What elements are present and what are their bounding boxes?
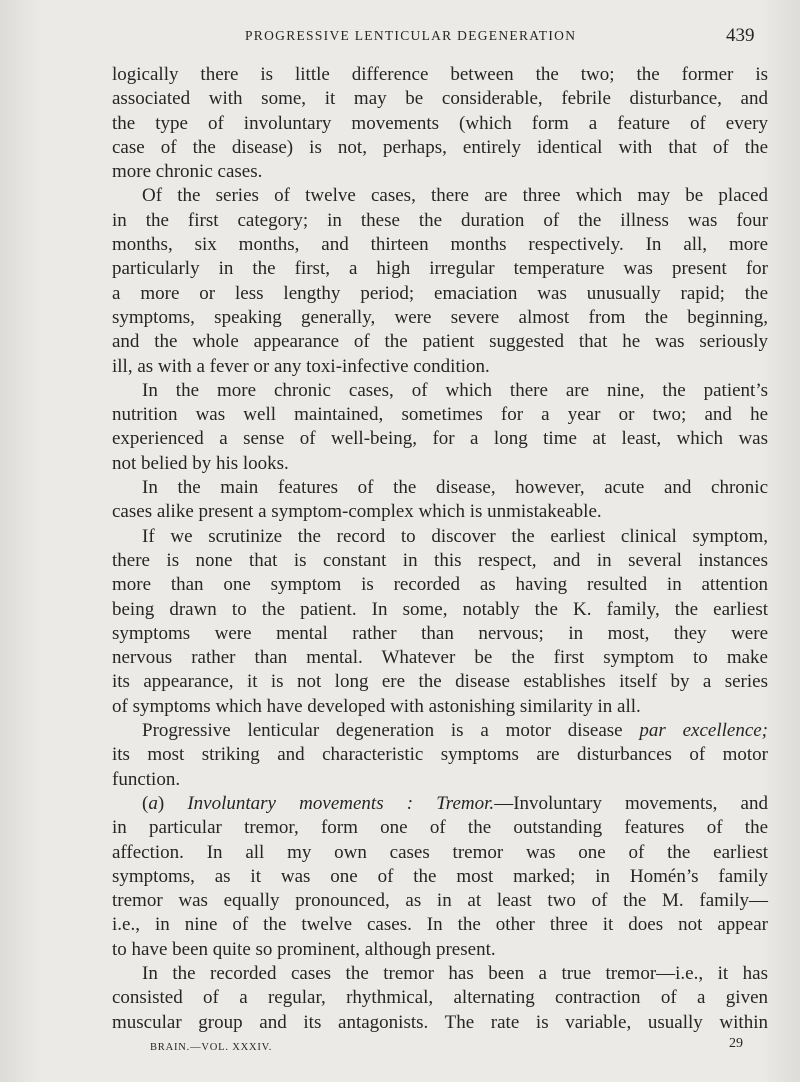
text-line [112, 403, 768, 427]
text-line [112, 865, 768, 889]
line-text: nervous rather than mental. Whatever be the first symptom to make [112, 647, 768, 669]
text-line [112, 622, 768, 646]
line-text: consisted of a regular, rhythmical, alternating contraction of a given [112, 987, 768, 1009]
line-text: i.e., in nine of the twelve cases. In the other three it does not appear [112, 914, 768, 936]
text-line [112, 962, 768, 986]
running-head: PROGRESSIVE LENTICULAR DEGENERATION [245, 28, 577, 43]
line-text: nutrition was well maintained, sometimes for a year or two; and he [112, 404, 768, 426]
line-text: logically there is little difference between the two; the former is [112, 64, 768, 85]
line-text: in particular tremor, form one of the outstanding features of the [112, 817, 768, 839]
line-text: affection. In all my own cases tremor was one of the earliest [112, 841, 768, 863]
text-line [112, 1011, 768, 1035]
line-text: In the recorded cases the tremor has been a true tremor—i.e., it has [142, 962, 768, 984]
text-line [112, 670, 768, 694]
line-text: experienced a sense of well-being, for a long time at least, which was [112, 428, 768, 450]
text-line [112, 257, 768, 281]
line-text: more chronic cases. [112, 161, 263, 183]
text-line [112, 452, 768, 476]
text-line [112, 841, 768, 865]
line-text: and the whole appearance of the patient suggested that he was seriously [112, 331, 768, 353]
text-line [112, 355, 768, 379]
italic-text: a [148, 792, 158, 814]
text-line [112, 282, 768, 306]
text-line [112, 525, 768, 549]
text-line [112, 986, 768, 1010]
text-line [112, 816, 768, 840]
text-line [112, 938, 768, 962]
line-text: In the more chronic cases, of which there are nine, the patient’s [142, 379, 768, 401]
text-line [112, 913, 768, 937]
text-line [112, 719, 768, 743]
text-line [112, 646, 768, 670]
text-line [112, 209, 768, 233]
text-line [112, 427, 768, 451]
text-line [112, 476, 768, 500]
line-text: a more or less lengthy period; emaciation was unusually rapid; the [112, 282, 768, 304]
text-line [112, 549, 768, 573]
line-text: its appearance, it is not long ere the disease establishes itself by a series [112, 671, 768, 693]
text-line [112, 598, 768, 622]
line-text: —Involuntary movements, and [494, 792, 768, 814]
text-line [112, 112, 768, 136]
text-line [112, 160, 768, 184]
text-line [112, 695, 768, 719]
text-line [112, 889, 768, 913]
text-line [112, 87, 768, 111]
text-line [112, 63, 768, 87]
line-text: Progressive lenticular degeneration is a motor disease [142, 720, 640, 742]
text-line [112, 233, 768, 257]
line-text: of symptoms which have developed with astonishing similarity in all. [112, 695, 641, 717]
text-line [112, 743, 768, 767]
line-text: cases alike present a symptom-complex which is unmistakeable. [112, 501, 602, 523]
line-text: there is none that is constant in this respect, and in several instances [112, 549, 768, 571]
text-line [112, 379, 768, 403]
line-text: ill, as with a fever or any toxi-infective condition. [112, 355, 490, 377]
line-text: to have been quite so prominent, although present. [112, 938, 496, 960]
line-text: case of the disease) is not, perhaps, entirely identical with that of the [112, 136, 768, 158]
line-text: its most striking and characteristic symptoms are disturbances of motor [112, 744, 768, 766]
line-text: symptoms were mental rather than nervous; in most, they were [112, 622, 768, 644]
line-text: associated with some, it may be considerable, febrile disturbance, and [112, 88, 768, 110]
line-text: symptoms, as it was one of the most marked; in Homén’s family [112, 865, 768, 887]
text-line [112, 136, 768, 160]
footer-journal: BRAIN.—VOL. XXXIV. [150, 1042, 273, 1053]
line-text: being drawn to the patient. In some, notably the K. family, the earliest [112, 598, 768, 620]
line-text: function. [112, 768, 181, 790]
line-text: muscular group and its antagonists. The rate is variable, usually within [112, 1011, 768, 1033]
line-text: In the main features of the disease, however, acute and chronic [142, 477, 768, 499]
text-line [112, 306, 768, 330]
text-line [112, 792, 768, 816]
line-text: symptoms, speaking generally, were severe almost from the beginning, [112, 306, 768, 328]
text-line [112, 768, 768, 792]
line-text: particularly in the first, a high irregular temperature was present for [112, 258, 768, 280]
text-line [112, 500, 768, 524]
text-line [112, 184, 768, 208]
line-text: tremor was equally pronounced, as in at least two of the M. family— [112, 890, 768, 912]
line-text: not belied by his looks. [112, 452, 289, 474]
line-text: more than one symptom is recorded as having resulted in attention [112, 574, 768, 596]
footer-signature: 29 [729, 1036, 743, 1051]
line-text: ) [157, 792, 188, 814]
page-number: 439 [726, 25, 755, 46]
body-text [112, 63, 768, 1035]
line-text: ( [142, 792, 149, 814]
line-text: the type of involuntary movements (which form a feature of every [112, 112, 768, 134]
line-text: months, six months, and thirteen months respectively. In all, more [112, 234, 768, 256]
line-text: If we scrutinize the record to discover the earliest clinical symptom, [142, 525, 768, 547]
italic-text: Involuntary movements : Tremor. [187, 792, 495, 814]
line-text: Of the series of twelve cases, there are three which may be placed [142, 185, 768, 207]
text-line [112, 573, 768, 597]
line-text: in the first category; in these the duration of the illness was four [112, 209, 768, 231]
italic-text: par excellence; [639, 720, 769, 742]
text-line [112, 330, 768, 354]
